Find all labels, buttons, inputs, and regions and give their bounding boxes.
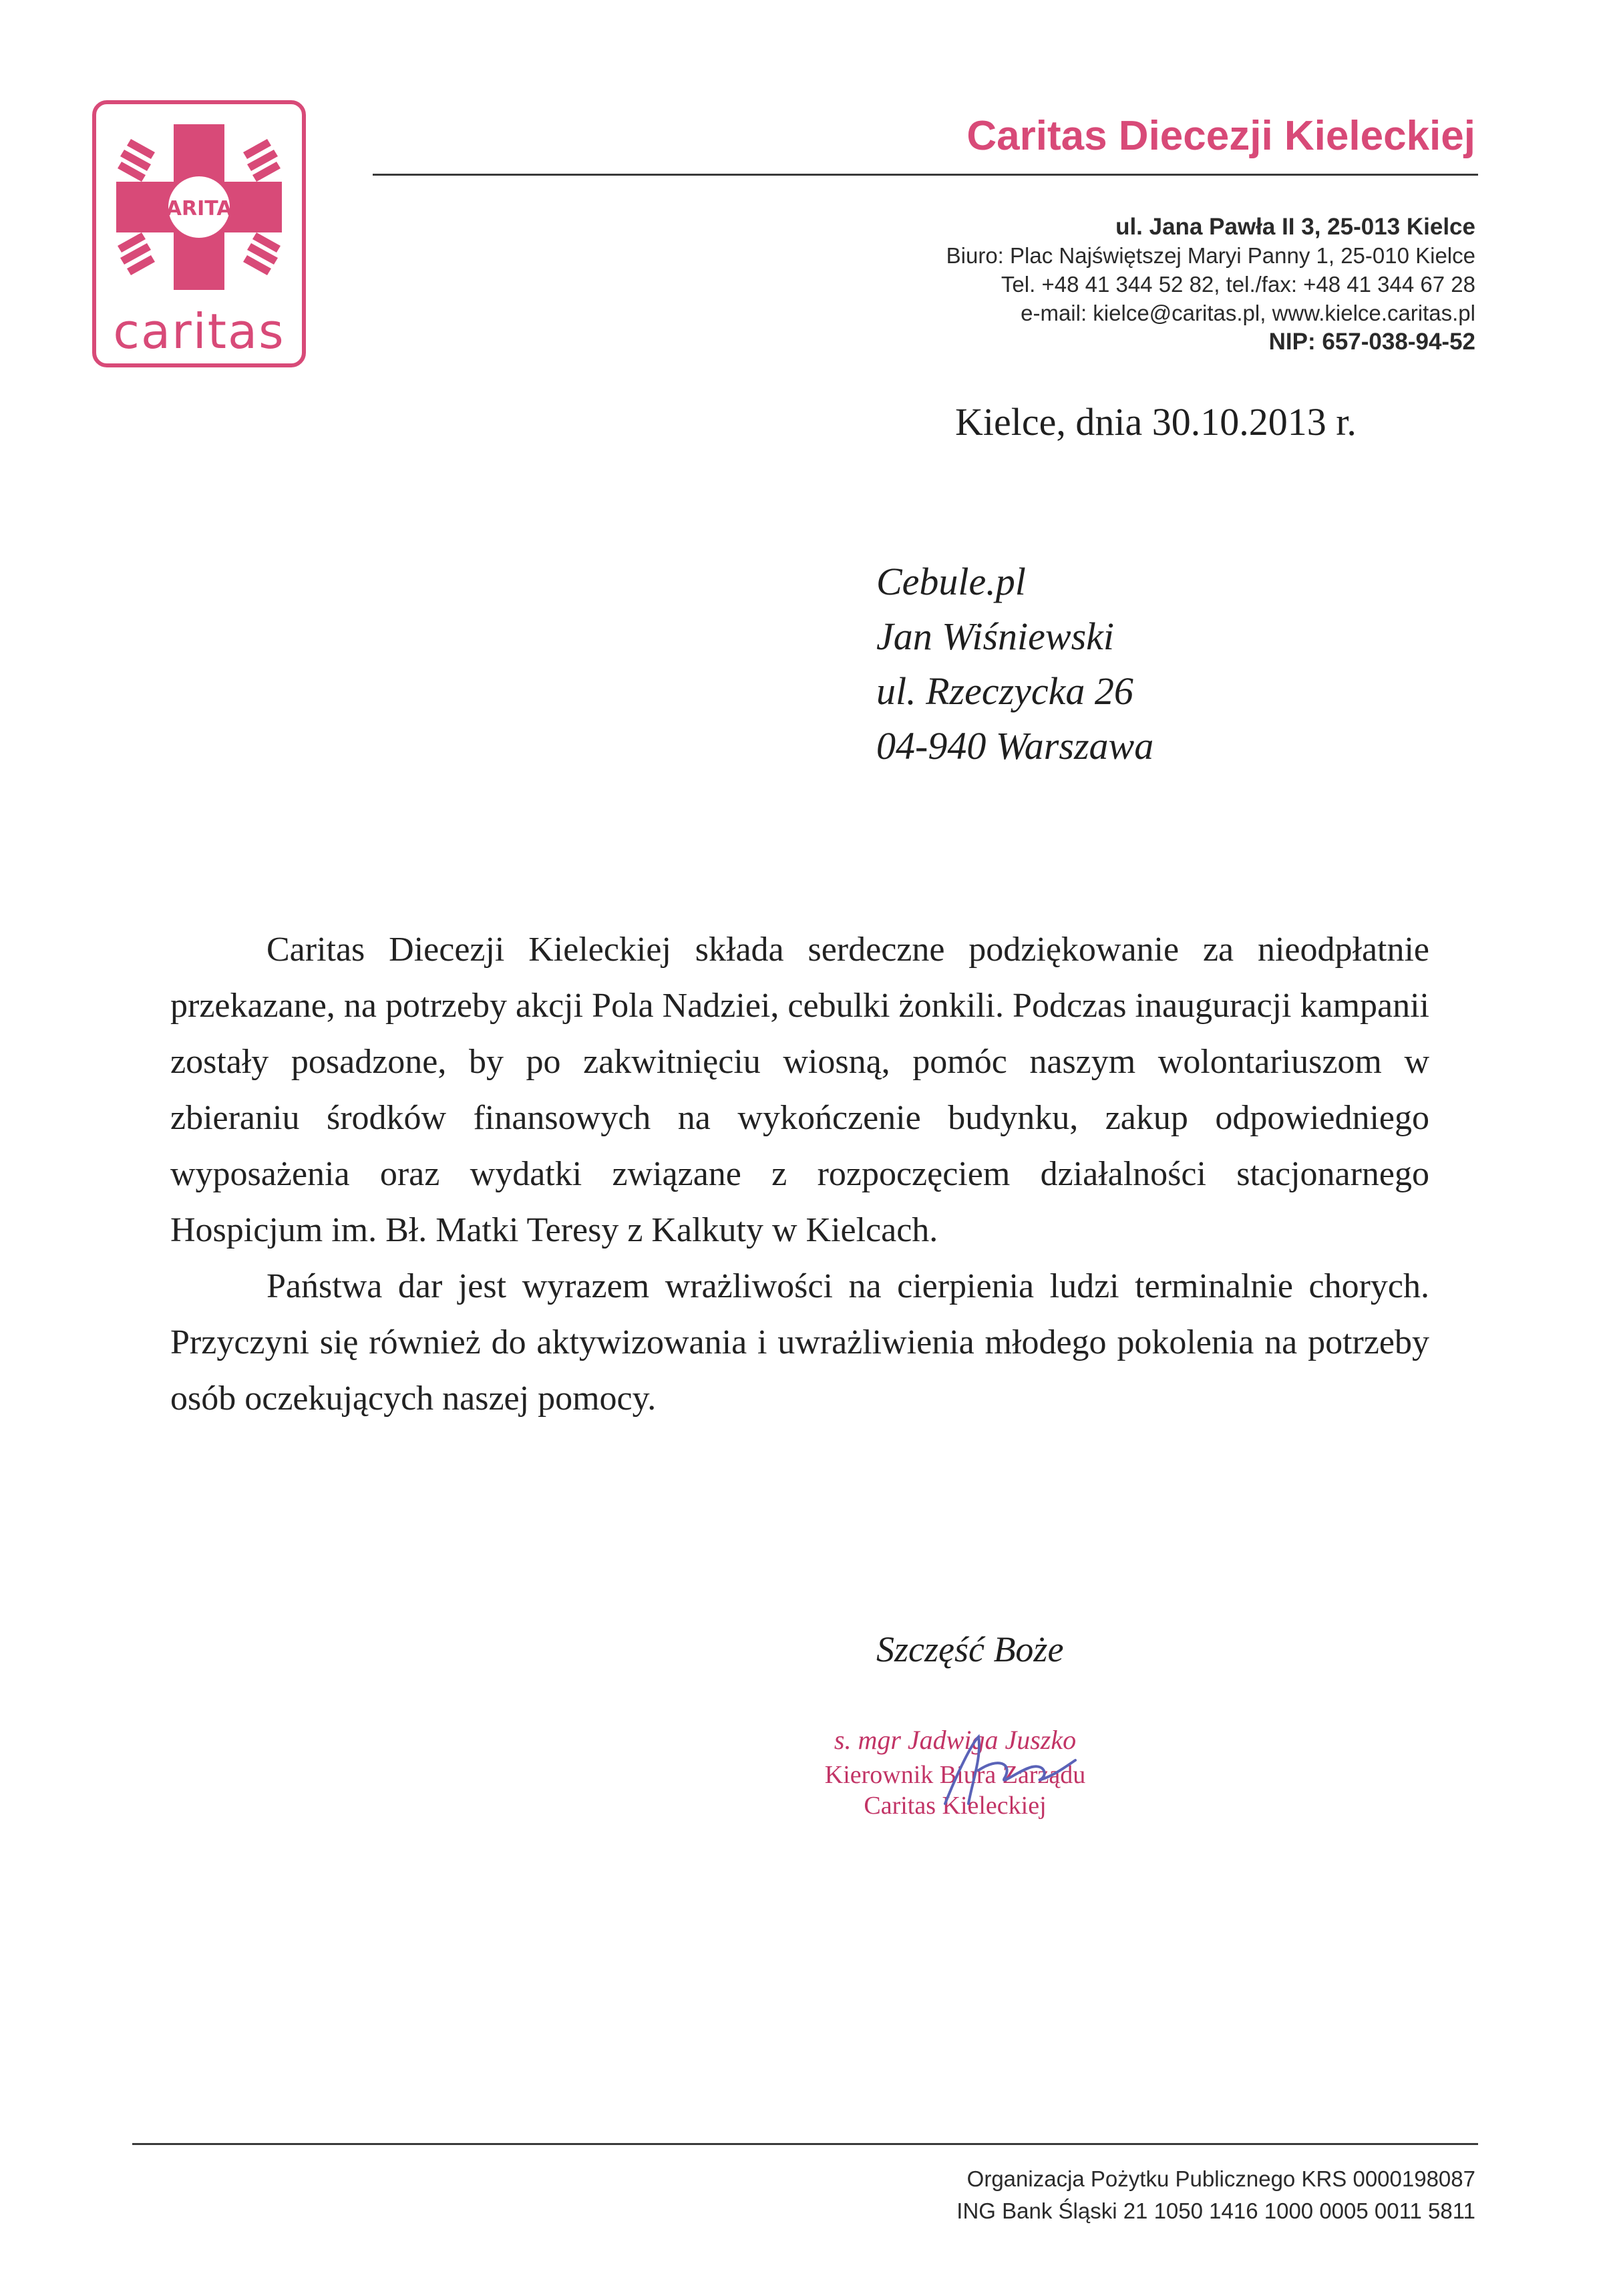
- stamp-organization: Caritas Kieleckiej: [864, 1792, 1047, 1820]
- closing-greeting: Szczęść Boże: [876, 1629, 1064, 1669]
- recipient-block: [876, 554, 1153, 774]
- recipient-name: Jan Wiśniewski: [876, 615, 1115, 658]
- krs-line: Organizacja Pożytku Publicznego KRS 0000198087: [966, 2166, 1475, 2191]
- footer-divider: [132, 2143, 1478, 2145]
- recipient-street: ul. Rzeczycka 26: [876, 669, 1133, 713]
- recipient-city: 04-940 Warszawa: [876, 724, 1154, 768]
- logo-wordmark: caritas: [113, 303, 285, 359]
- email-line: e-mail: kielce@caritas.pl, www.kielce.caritas.pl: [1021, 301, 1475, 325]
- caritas-logo: [92, 100, 306, 367]
- nip-line: NIP: 657-038-94-52: [1268, 329, 1475, 355]
- address-block: [741, 212, 1475, 356]
- stamp-title: Kierownik Biura Zarządu: [824, 1761, 1086, 1789]
- organization-name: Caritas Diecezji Kieleckiej: [966, 113, 1475, 159]
- emblem-text: CARITAS: [151, 197, 247, 220]
- address-line: ul. Jana Pawła II 3, 25-013 Kielce: [1115, 214, 1475, 240]
- bank-account-line: ING Bank Śląski 21 1050 1416 1000 0005 0011 5811: [956, 2198, 1475, 2223]
- handwritten-signature: [932, 1730, 1085, 1810]
- body-paragraph: Caritas Diecezji Kieleckiej składa serdeczne podziękowanie za nieodpłatnie przekazane, na potrzeby akcji Pola Nadziei, cebulki żonkili. Podczas inauguracji kampanii zostały posadzone, by po zakwitnięciu wiosną, pomóc naszym wolontariuszom w zbieraniu środków finansowych na wykończenie budynku, zakup odpowiedniego wyposażenia oraz wydatki związane z rozpoczęciem działalności stacjonarnego Hospicjum im. Bł. Matki Teresy z Kalkuty w Kielcach.: [170, 931, 1429, 1249]
- letter-body: [170, 922, 1429, 1427]
- letter-date: Kielce, dnia 30.10.2013 r.: [955, 400, 1357, 444]
- footer-block: [674, 2163, 1475, 2227]
- office-address-line: Biuro: Plac Najświętszej Maryi Panny 1, 25-010 Kielce: [946, 243, 1475, 268]
- header-divider: [373, 174, 1478, 176]
- caritas-cross-icon: [104, 112, 294, 302]
- stamp-name: s. mgr Jadwiga Juszko: [834, 1725, 1077, 1755]
- phone-line: Tel. +48 41 344 52 82, tel./fax: +48 41 344 67 28: [1001, 272, 1475, 297]
- body-paragraph: Państwa dar jest wyrazem wrażliwości na cierpienia ludzi terminalnie chorych. Przyczyni się również do aktywizowania i uwrażliwienia młodego pokolenia na potrzeby osób oczekujących naszej pomocy.: [170, 1267, 1429, 1418]
- recipient-company: Cebule.pl: [876, 560, 1026, 603]
